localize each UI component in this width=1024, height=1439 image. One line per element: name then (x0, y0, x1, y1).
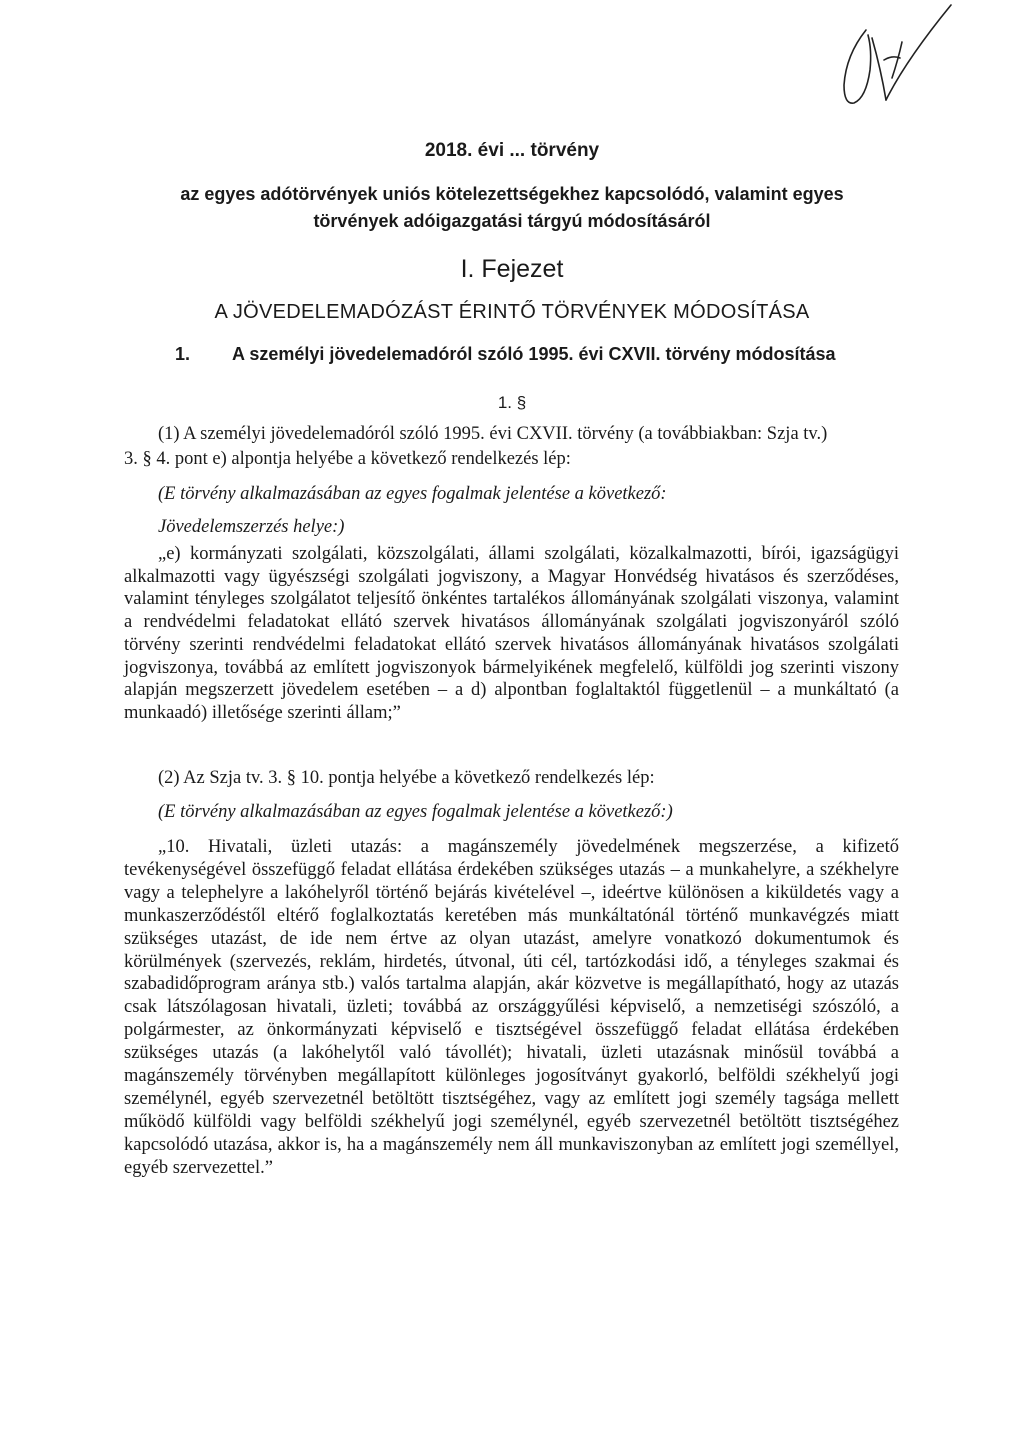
handwritten-signature-icon (826, 0, 966, 120)
document-subtitle (0, 181, 1024, 235)
paragraph-1-context: (E törvény alkalmazásában az egyes fogalmak jelentése a következő: (158, 484, 667, 504)
chapter-heading: A JÖVEDELEMADÓZÁST ÉRINTŐ TÖRVÉNYEK MÓDOSÍTÁSA (214, 301, 810, 323)
paragraph-mark: 1. § (497, 393, 527, 412)
section-title: A személyi jövedelemadóról szóló 1995. évi CXVII. törvény módosítása (232, 344, 836, 364)
document-subtitle-line-2: törvények adóigazgatási tárgyú módosításáról (313, 211, 711, 231)
paragraph-1-intro: (1) A személyi jövedelemadóról szóló 1995. évi CXVII. törvény (a továbbiakban: Szja tv.) (158, 424, 828, 444)
chapter-label: I. Fejezet (460, 255, 564, 283)
paragraph-1-intro-cont: 3. § 4. pont e) alpontja helyébe a következő rendelkezés lép: (124, 449, 571, 469)
document-title: 2018. évi ... törvény (424, 140, 600, 161)
paragraph-1-body: „e) kormányzati szolgálati, közszolgálati, állami szolgálati, közalkalmazotti, bírói, igazságügyi alkalmazotti vagy ügyészségi szolgálati jogviszony, a Magyar Honvédség hivatásos és szerződéses, valamint tényleges szolgálatot teljesítő önkéntes tartalékos állományának szolgálati viszonya, valamint a rendvédelmi feladatokat ellátó szervek hivatásos állományának szolgálati jogviszonyáról szóló törvény szerinti rendvédelmi feladatokat ellátó szervek hivatásos állományának hivatásos szolgálati jogviszonya, továbbá az említett jogviszonyok bármelyikének megfelelő, külföldi jog szerinti viszony alapján megszerzett jövedelem esetében – a d) alpontban foglaltaktól függetlenül – a munkáltató (a munkaadó) illetősége szerinti állam;” (124, 544, 899, 723)
paragraph-1-context-2: Jövedelemszerzés helye:) (158, 517, 345, 537)
paragraph-2-intro: (2) Az Szja tv. 3. § 10. pontja helyébe a következő rendelkezés lép: (158, 768, 655, 788)
document-subtitle-line-1: az egyes adótörvények uniós kötelezettségekhez kapcsolódó, valamint egyes (180, 184, 844, 204)
paragraph-2-body: „10. Hivatali, üzleti utazás: a magánszemély jövedelmének megszerzése, a kifizető tevékenységével összefüggő feladat ellátása érdekében szükséges utazás – a munkahelyre, a székhelyre vagy a telephelyre a lakóhelyről történő bejárás kivételével –, ideértve különösen a kiküldetés vagy a munkaszerződéstől eltérő foglalkoztatás keretében más munkáltatónál történő munkavégzés miatt szükséges utazást, de ide nem értve az olyan utazást, amelyre vonatkozó dokumentumok és körülmények (szervezés, reklám, hirdetés, útvonal, úti cél, tartózkodási idő, a tényleges szakmai és szabadidőprogram aránya stb.) valós tartalma alapján, akár közvetve is megállapítható, hogy az utazás csak látszólagosan hivatali, üzleti; továbbá az országgyűlési képviselő, a nemzetiségi szószóló, a polgármester, az önkormányzati képviselő e tisztségével összefüggő feladat ellátása érdekében szükséges utazás (a lakóhelytől való távollét); hivatali, üzleti utazásnak minősül továbbá a magánszemély törvényben megállapított különleges jogosítványt gyakorló, belföldi székhelyű jogi személynél, egyéb szervezetnél betöltött tisztségéhez, vagy az említett jogi személy tagsága mellett működő külföldi vagy belföldi székhelyű jogi személynél, egyéb szervezetnél betöltött tisztségéhez kapcsolódó utazása, akkor is, ha a magánszemély nem áll munkaviszonyban az említett jogi személlyel, egyéb szervezettel.” (124, 837, 899, 1178)
section-number: 1. (175, 344, 191, 364)
paragraph-2-context: (E törvény alkalmazásában az egyes fogalmak jelentése a következő:) (158, 802, 673, 822)
